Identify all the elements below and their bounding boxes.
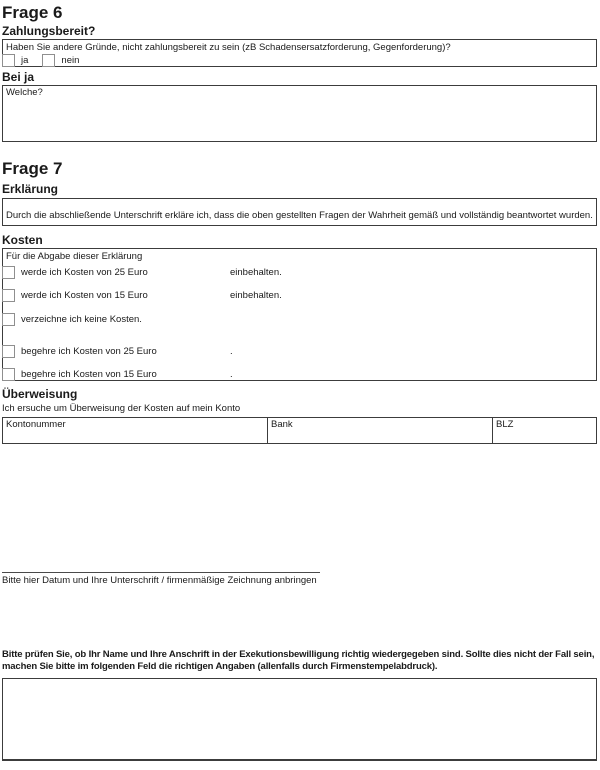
blz-label: BLZ [496,419,514,430]
kontonummer-field[interactable] [3,418,267,443]
kosten-checkbox-15-einbehalten[interactable] [2,289,15,302]
signature-note: Bitte hier Datum und Ihre Unterschrift / firmenmäßige Zeichnung anbringen [2,575,317,586]
kosten-box [2,248,597,381]
address-correction-field[interactable] [2,678,597,761]
kosten-checkbox-25-einbehalten[interactable] [2,266,15,279]
kosten-row [3,289,596,302]
kosten-row-label: begehre ich Kosten von 25 Euro [21,346,157,357]
signature-line[interactable] [2,572,320,573]
kosten-intro: Für die Abgabe dieser Erklärung [6,251,143,262]
kosten-row-suffix: . [230,346,233,357]
ueberweisung-heading: Überweisung [2,387,78,401]
bank-label: Bank [271,419,293,430]
kontonummer-label: Kontonummer [6,419,66,430]
welche-field[interactable] [2,85,597,142]
erklaerung-text: Durch die abschließende Unterschrift erkläre ich, dass die oben gestellten Fragen der Wahrheit gemäß und vollständig beantwortet wurden. [6,210,593,221]
frage6-title: Frage 6 [2,3,63,22]
bank-field[interactable] [267,418,492,443]
kosten-checkbox-keine-kosten[interactable] [2,313,15,326]
kosten-row-label: werde ich Kosten von 25 Euro [21,267,148,278]
kosten-checkbox-begehre-25[interactable] [2,345,15,358]
bank-table [2,417,597,444]
erklaerung-heading: Erklärung [2,182,59,196]
blz-field[interactable] [492,418,596,443]
kosten-row [3,313,596,326]
ueberweisung-intro: Ich ersuche um Überweisung der Kosten auf mein Konto [2,403,241,414]
ja-label: ja [21,55,29,66]
kosten-row [3,368,596,381]
kosten-row-label: werde ich Kosten von 15 Euro [21,290,148,301]
nein-checkbox[interactable] [42,54,55,67]
nein-label: nein [61,55,80,66]
zahlungsbereit-box [2,39,597,67]
ja-nein-row [3,54,596,67]
kosten-heading: Kosten [2,233,43,247]
kosten-row-suffix: einbehalten. [230,290,282,301]
kosten-row-suffix: einbehalten. [230,267,282,278]
ja-checkbox[interactable] [2,54,15,67]
erklaerung-box [2,198,597,226]
kosten-row-label: begehre ich Kosten von 15 Euro [21,369,157,380]
kosten-row [3,345,596,358]
address-check-text: Bitte prüfen Sie, ob Ihr Name und Ihre Anschrift in der Exekutionsbewilligung richtig wiedergegeben sind. Sollte dies nicht der Fall sein, machen Sie bitte im folgenden Feld die richtigen Angaben (allenfalls durch Firmenstempelabdruck). [2,649,595,672]
frage7-title: Frage 7 [2,159,63,178]
kosten-row-label: verzeichne ich keine Kosten. [21,314,142,325]
bei-ja-heading: Bei ja [2,70,35,84]
kosten-row [3,266,596,279]
kosten-row-suffix: . [230,369,233,380]
zahlungsbereit-heading: Zahlungsbereit? [2,24,96,38]
zahlungsbereit-question: Haben Sie andere Gründe, nicht zahlungsbereit zu sein (zB Schadensersatzforderung, Gegenforderung)? [6,42,451,53]
welche-field-label: Welche? [6,87,43,98]
kosten-checkbox-begehre-15[interactable] [2,368,15,381]
